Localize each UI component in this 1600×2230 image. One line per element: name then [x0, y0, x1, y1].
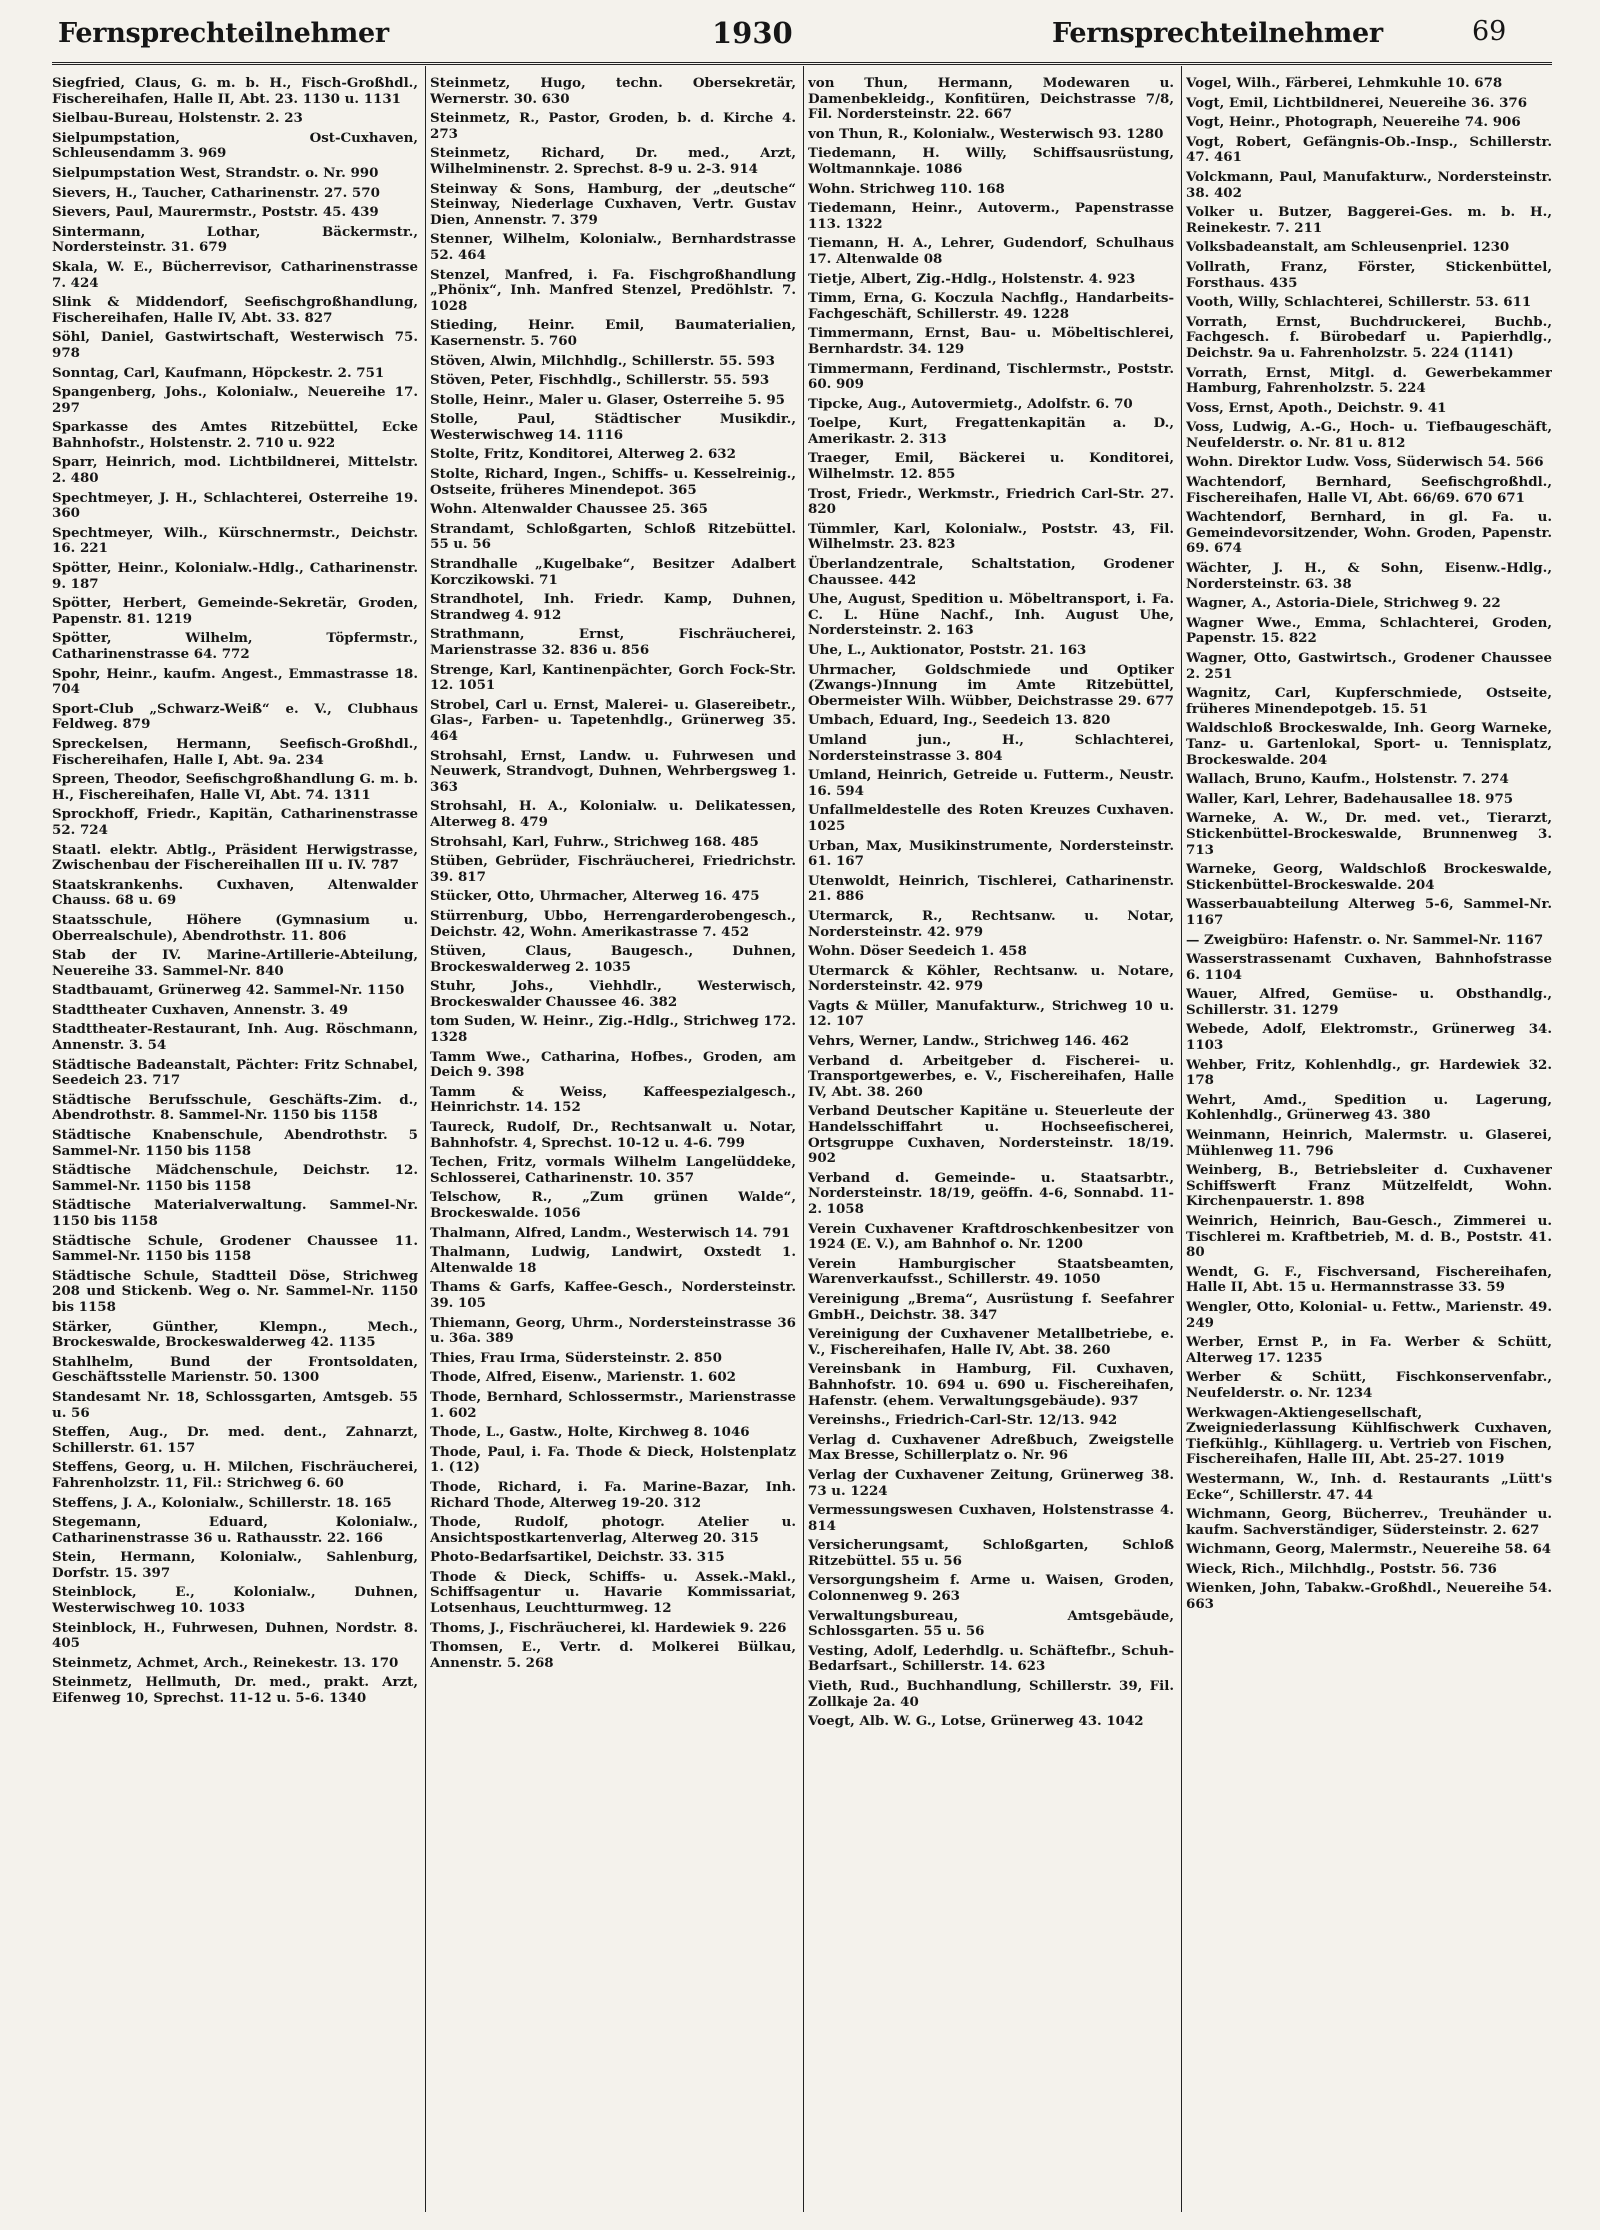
directory-entry: Uhe, August, Spedition u. Möbeltransport, i. Fa. C. L. Hüne Nachf., Inh. August Uhe, Nordersteinstr. 2. 163 [808, 591, 1174, 639]
directory-entry: Stenzel, Manfred, i. Fa. Fischgroßhandlung „Phönix“, Inh. Manfred Stenzel, Predöhlstr. 7. 1028 [430, 266, 796, 314]
directory-entry: Steinmetz, Hugo, techn. Obersekretär, Wernerstr. 30. 630 [430, 76, 796, 107]
listing-column-2 [430, 76, 796, 2212]
directory-entry: Wieck, Rich., Milchhdlg., Poststr. 56. 736 [1186, 1560, 1497, 1577]
directory-entry: Taureck, Rudolf, Dr., Rechtsanwalt u. Notar, Bahnhofstr. 4, Sprechst. 10-12 u. 4-6. 799 [430, 1119, 796, 1151]
directory-entry: Traeger, Emil, Bäckerei u. Konditorei, Wilhelmstr. 12. 855 [808, 450, 1174, 483]
directory-entry: Wichmann, Georg, Malermstr., Neuereihe 58. 64 [1186, 1541, 1552, 1558]
directory-entry: Spohr, Heinr., kaufm. Angest., Emmastrasse 18. 704 [52, 665, 418, 698]
directory-entry: Staatsschule, Höhere (Gymnasium u. Oberrealschule), Abendrothstr. 11. 806 [52, 911, 418, 944]
directory-entry: Volckmann, Paul, Manufakturw., Nordersteinstr. 38. 402 [1186, 168, 1552, 201]
directory-entry: Wienken, John, Tabakw.-Großhdl., Neuereihe 54. 663 [1186, 1580, 1552, 1613]
directory-entry: Thode, Bernhard, Schlossermstr., Marienstrasse 1. 602 [430, 1388, 796, 1421]
directory-entry: Stieding, Heinr. Emil, Baumaterialien, Kasernenstr. 5. 760 [430, 317, 796, 349]
directory-entry: Stolte, Richard, Ingen., Schiffs- u. Kesselreinig., Ostseite, früheres Minendepot. 365 [430, 466, 796, 498]
directory-entry: Sparkasse des Amtes Ritzebüttel, Ecke Bahnhofstr., Holstenstr. 2. 710 u. 922 [52, 419, 418, 451]
directory-entry: Tamm Wwe., Catharina, Hofbes., Groden, am Deich 9. 398 [430, 1048, 796, 1081]
directory-entry: Thode, Richard, i. Fa. Marine-Bazar, Inh. Richard Thode, Alterweg 19-20. 312 [430, 1478, 796, 1511]
directory-entry: Voegt, Alb. W. G., Lotse, Grünerweg 43. 1042 [808, 1713, 1144, 1730]
directory-entry: Stüben, Gebrüder, Fischräucherei, Friedrichstr. 39. 817 [430, 853, 796, 885]
directory-entry: Städtische Knabenschule, Abendrothstr. 5 Sammel-Nr. 1150 bis 1158 [52, 1127, 418, 1159]
directory-entry: Vogel, Wilh., Färberei, Lehmkuhle 10. 678 [1186, 76, 1503, 91]
directory-entry: Thalmann, Ludwig, Landwirt, Oxstedt 1. Altenwalde 18 [430, 1244, 796, 1276]
directory-entry: Thode, Paul, i. Fa. Thode & Dieck, Holstenplatz 1. (12) [430, 1443, 796, 1476]
directory-entry: Steffen, Aug., Dr. med. dent., Zahnarzt, Schillerstr. 61. 157 [52, 1424, 418, 1456]
directory-entry: Timmermann, Ferdinand, Tischlermstr., Poststr. 60. 909 [808, 360, 1174, 393]
directory-entry: Tietje, Albert, Zig.-Hdlg., Holstenstr. 4. 923 [808, 270, 1136, 287]
directory-entry: Thode, L., Gastw., Holte, Kirchweg 8. 1046 [430, 1424, 750, 1441]
page-number: 69 [1472, 16, 1507, 47]
directory-entry: Weinmann, Heinrich, Malermstr. u. Glaserei, Mühlenweg 11. 796 [1186, 1127, 1552, 1159]
directory-entry: Utermarck, R., Rechtsanw. u. Notar, Nordersteinstr. 42. 979 [808, 907, 1174, 940]
directory-entry: Vereinshs., Friedrich-Carl-Str. 12/13. 942 [808, 1412, 1118, 1429]
directory-entry: Vereinigung der Cuxhavener Metallbetriebe, e. V., Fischereihafen, Halle IV, Abt. 38. 260 [808, 1326, 1174, 1358]
directory-entry: Werber, Ernst P., in Fa. Werber & Schütt, Alterweg 17. 1235 [1186, 1334, 1552, 1366]
directory-entry: Uhrmacher, Goldschmiede und Optiker (Zwangs-)Innung im Amte Ritzebüttel, Obermeister Wilh. Wübber, Deichstrasse 29. 677 [808, 661, 1174, 709]
directory-entry: Steinmetz, R., Pastor, Groden, b. d. Kirche 4. 273 [430, 110, 796, 142]
directory-entry: Spreen, Theodor, Seefischgroßhandlung G. m. b. H., Fischereihafen, Halle VI, Abt. 74. 1311 [52, 771, 418, 803]
directory-entry: Umbach, Eduard, Ing., Seedeich 13. 820 [808, 712, 1111, 729]
directory-entry: Vollrath, Franz, Förster, Stickenbüttel, Forsthaus. 435 [1186, 258, 1552, 291]
directory-entry: Sport-Club „Schwarz-Weiß“ e. V., Clubhaus Feldweg. 879 [52, 700, 418, 733]
directory-entry: Versorgungsheim f. Arme u. Waisen, Groden, Colonnenweg 9. 263 [808, 1572, 1174, 1605]
directory-entry: Thode, Rudolf, photogr. Atelier u. Ansichtspostkartenverlag, Alterweg 20. 315 [430, 1514, 796, 1546]
directory-entry: Weinrich, Heinrich, Bau-Gesch., Zimmerei u. Tischlerei m. Kraftbetrieb, M. d. B., Poststr. 41. 80 [1186, 1213, 1552, 1261]
listing-column-4 [1186, 76, 1552, 2212]
directory-entry: Wachtendorf, Bernhard, in gl. Fa. u. Gemeindevorsitzender, Wohn. Groden, Papenstr. 69. 674 [1186, 509, 1552, 557]
directory-entry: Uhe, L., Auktionator, Poststr. 21. 163 [808, 642, 1087, 658]
directory-entry: Siegfried, Claus, G. m. b. H., Fisch-Großhdl., Fischereihafen, Halle II, Abt. 23. 1130 u. 1131 [52, 76, 418, 107]
directory-entry: Wagner, Otto, Gastwirtsch., Grodener Chaussee 2. 251 [1186, 650, 1552, 682]
directory-entry: Verband Deutscher Kapitäne u. Steuerleute der Handelsschiffahrt u. Hochseefischerei, Ortsgruppe Cuxhaven, Nordersteinstr. 18/19. 902 [808, 1103, 1174, 1167]
directory-entry: Wohn. Döser Seedeich 1. 458 [808, 943, 1027, 960]
directory-entry: Sparr, Heinrich, mod. Lichtbildnerei, Mittelstr. 2. 480 [52, 454, 418, 487]
directory-entry: Versicherungsamt, Schloßgarten, Schloß Ritzebüttel. 55 u. 56 [808, 1537, 1174, 1569]
directory-entry: Stolle, Paul, Städtischer Musikdir., Westerwischweg 14. 1116 [430, 411, 796, 443]
directory-entry: von Thun, Hermann, Modewaren u. Damenbekleidg., Konfitüren, Deichstrasse 7/8, Fil. Nordersteinstr. 22. 667 [808, 76, 1174, 123]
header-year: 1930 [712, 16, 793, 50]
directory-entry: Spangenberg, Johs., Kolonialw., Neuereihe 17. 297 [52, 384, 418, 416]
directory-entry: Volksbadeanstalt, am Schleusenpriel. 1230 [1186, 239, 1510, 256]
directory-entry: Slink & Middendorf, Seefischgroßhandlung, Fischereihafen, Halle IV, Abt. 33. 827 [52, 294, 418, 326]
directory-entry: Waldschloß Brockeswalde, Inh. Georg Warneke, Tanz- u. Gartenlokal, Sport- u. Tennisplatz, Brockeswalde. 204 [1186, 720, 1552, 768]
directory-entry: Stenner, Wilhelm, Kolonialw., Bernhardstrasse 52. 464 [430, 231, 796, 263]
directory-entry: Staatl. elektr. Abtlg., Präsident Herwigstrasse, Zwischenbau der Fischereihallen III u. IV. 787 [52, 841, 418, 874]
directory-entry: Überlandzentrale, Schaltstation, Grodener Chaussee. 442 [808, 556, 1174, 588]
directory-entry: Vehrs, Werner, Landw., Strichweg 146. 462 [808, 1033, 1130, 1050]
directory-entry: Wohn. Altenwalder Chaussee 25. 365 [430, 501, 708, 518]
directory-entry: Stahlhelm, Bund der Frontsoldaten, Geschäftsstelle Marienstr. 50. 1300 [52, 1353, 418, 1386]
directory-entry: Thomsen, E., Vertr. d. Molkerei Bülkau, Annenstr. 5. 268 [430, 1639, 796, 1671]
directory-entry: Sielpumpstation, Ost-Cuxhaven, Schleusendamm 3. 969 [52, 129, 418, 162]
directory-entry: Thoms, J., Fischräucherei, kl. Hardewiek 9. 226 [430, 1619, 787, 1636]
directory-entry: Wohn. Direktor Ludw. Voss, Süderwisch 54. 566 [1186, 454, 1544, 471]
directory-entry: Wendt, G. F., Fischversand, Fischereihafen, Halle II, Abt. 15 u. Hermannstrasse 33. 59 [1186, 1263, 1552, 1296]
directory-entry: Stein, Hermann, Kolonialw., Sahlenburg, Dorfstr. 15. 397 [52, 1549, 418, 1581]
directory-entry: Städtische Schule, Stadtteil Döse, Strichweg 208 und Stickenb. Weg o. Nr. Sammel-Nr. 1150 bis 1158 [52, 1267, 418, 1315]
directory-entry: Spechtmeyer, J. H., Schlachterei, Osterreihe 19. 360 [52, 489, 418, 522]
directory-entry: Timmermann, Ernst, Bau- u. Möbeltischlerei, Bernhardstr. 34. 129 [808, 325, 1174, 357]
directory-entry: Thalmann, Alfred, Landm., Westerwisch 14. 791 [430, 1224, 791, 1241]
directory-entry: Söhl, Daniel, Gastwirtschaft, Westerwisch 75. 978 [52, 329, 418, 361]
directory-entry: Wachtendorf, Bernhard, Seefischgroßhdl., Fischereihafen, Halle VI, Abt. 66/69. 670 671 [1186, 474, 1552, 506]
listing-column-3 [808, 76, 1174, 2212]
directory-entry: Strobel, Carl u. Ernst, Malerei- u. Glasereibetr., Glas-, Farben- u. Tapetenhdlg., Grünerweg 35. 464 [430, 696, 796, 744]
directory-entry: Verband d. Gemeinde- u. Staatsarbtr., Nordersteinstr. 18/19, geöffn. 4-6, Sonnabd. 11-2. 1058 [808, 1169, 1174, 1217]
directory-entry: Stücker, Otto, Uhrmacher, Alterweg 16. 475 [430, 888, 760, 905]
directory-entry: Wasserbauabteilung Alterweg 5-6, Sammel-Nr. 1167 [1186, 896, 1552, 928]
directory-entry: Umland jun., H., Schlachterei, Nordersteinstrasse 3. 804 [808, 731, 1174, 764]
directory-entry: Vorrath, Ernst, Mitgl. d. Gewerbekammer Hamburg, Fahrenholzstr. 5. 224 [1186, 364, 1552, 397]
directory-entry: Stolte, Fritz, Konditorei, Alterweg 2. 632 [430, 446, 736, 463]
directory-entry: Thies, Frau Irma, Südersteinstr. 2. 850 [430, 1349, 722, 1366]
directory-entry: Thode & Dieck, Schiffs- u. Assek.-Makl., Schiffsagentur u. Havarie Kommissariat, Lotsenhaus, Leuchtturmweg. 12 [430, 1568, 796, 1617]
directory-entry: Sielbau-Bureau, Holstenstr. 2. 23 [52, 110, 303, 127]
directory-entry: Unfallmeldestelle des Roten Kreuzes Cuxhaven. 1025 [808, 802, 1174, 834]
directory-entry: Wauer, Alfred, Gemüse- u. Obsthandlg., Schillerstr. 31. 1279 [1186, 986, 1552, 1018]
listing-column-1 [52, 76, 418, 2212]
directory-entry: Sievers, H., Taucher, Catharinenstr. 27. 570 [52, 184, 380, 201]
directory-entry: Strandamt, Schloßgarten, Schloß Ritzebüttel. 55 u. 56 [430, 520, 796, 553]
directory-entry: Stadtbauamt, Grünerweg 42. Sammel-Nr. 1150 [52, 982, 405, 999]
directory-entry: Skala, W. E., Bücherrevisor, Catharinenstrasse 7. 424 [52, 258, 418, 291]
directory-entry: Steinmetz, Achmet, Arch., Reinekestr. 13. 170 [52, 1654, 399, 1671]
directory-entry: Spötter, Heinr., Kolonialw.-Hdlg., Catharinenstr. 9. 187 [52, 560, 418, 592]
directory-entry: Vieth, Rud., Buchhandlung, Schillerstr. 39, Fil. Zollkaje 2a. 40 [808, 1678, 1174, 1710]
directory-entry: Vesting, Adolf, Lederhdlg. u. Schäftefbr., Schuh-Bedarfsart., Schillerstr. 14. 623 [808, 1642, 1174, 1675]
directory-entry: Städtische Materialverwaltung. Sammel-Nr. 1150 bis 1158 [52, 1197, 418, 1229]
directory-entry: Photo-Bedarfsartikel, Deichstr. 33. 315 [430, 1549, 725, 1566]
header-left-title: Fernsprechteilnehmer [58, 18, 389, 49]
directory-entry: Steinmetz, Richard, Dr. med., Arzt, Wilhelminenstr. 2. Sprechst. 8-9 u. 2-3. 914 [430, 145, 796, 177]
directory-entry: Thode, Alfred, Eisenw., Marienstr. 1. 602 [430, 1369, 736, 1386]
directory-entry: Steinblock, E., Kolonialw., Duhnen, Westerwischweg 10. 1033 [52, 1584, 418, 1617]
directory-entry: Sprockhoff, Friedr., Kapitän, Catharinenstrasse 52. 724 [52, 806, 418, 838]
directory-entry: Strandhalle „Kugelbake“, Besitzer Adalbert Korczikowski. 71 [430, 556, 796, 588]
directory-entry: Verwaltungsbureau, Amtsgebäude, Schlossgarten. 55 u. 56 [808, 1607, 1174, 1640]
directory-entry: Steinblock, H., Fuhrwesen, Duhnen, Nordstr. 8. 405 [52, 1619, 418, 1652]
directory-entry: Stadttheater Cuxhaven, Annenstr. 3. 49 [52, 1001, 349, 1018]
directory-entry: Vogt, Robert, Gefängnis-Ob.-Insp., Schillerstr. 47. 461 [1186, 133, 1552, 166]
directory-entry: Toelpe, Kurt, Fregattenkapitän a. D., Amerikastr. 2. 313 [808, 415, 1174, 447]
directory-entry: Strohsahl, Ernst, Landw. u. Fuhrwesen und Neuwerk, Strandvogt, Duhnen, Wehrbergsweg 1. 363 [430, 747, 796, 795]
directory-entry: Stürrenburg, Ubbo, Herrengarderobengesch., Deichstr. 42, Wohn. Amerikastrasse 7. 452 [430, 907, 796, 940]
listing-columns [52, 76, 1552, 2212]
directory-entry: Werkwagen-Aktiengesellschaft, Zweigniederlassung Kühlfischwerk Cuxhaven, Tiefkühlg., Kühllagerg. u. Vertrieb von Fischen, Fischereihafen, Halle III, Abt. 25-27. 1019 [1186, 1404, 1552, 1468]
directory-entry: Westermann, W., Inh. d. Restaurants „Lütt's Ecke“, Schillerstr. 47. 44 [1186, 1470, 1552, 1503]
directory-entry: Webede, Adolf, Elektromstr., Grünerweg 34. 1103 [1186, 1021, 1552, 1054]
directory-entry: Strandhotel, Inh. Friedr. Kamp, Duhnen, Strandweg 4. 912 [430, 591, 796, 623]
directory-entry: Weinberg, B., Betriebsleiter d. Cuxhavener Schiffswerft Franz Mützelfeldt, Wohn. Kirchenpauerstr. 1. 898 [1186, 1162, 1552, 1210]
directory-entry: Steinway & Sons, Hamburg, der „deutsche“ Steinway, Niederlage Cuxhaven, Vertr. Gustav Dien, Annenstr. 7. 379 [430, 180, 796, 228]
directory-entry: Verein Cuxhavener Kraftdroschkenbesitzer von 1924 (E. V.), am Bahnhof o. Nr. 1200 [808, 1220, 1174, 1253]
directory-entry: Vereinsbank in Hamburg, Fil. Cuxhaven, Bahnhofstr. 10. 694 u. 690 u. Fischereihafen, Hafenstr. (ehem. Verwaltungsgebäude). 937 [808, 1361, 1174, 1409]
directory-entry: Steffens, J. A., Kolonialw., Schillerstr. 18. 165 [52, 1494, 392, 1511]
directory-entry: Stärker, Günther, Klempn., Mech., Brockeswalde, Brockeswalderweg 42. 1135 [52, 1318, 418, 1351]
directory-entry: — Zweigbüro: Hafenstr. o. Nr. Sammel-Nr. 1167 [1186, 931, 1544, 948]
directory-entry: Telschow, R., „Zum grünen Walde“, Brockeswalde. 1056 [430, 1189, 796, 1221]
directory-entry: Warneke, Georg, Waldschloß Brockeswalde, Stickenbüttel-Brockeswalde. 204 [1186, 861, 1552, 893]
directory-entry: Stegemann, Eduard, Kolonialw., Catharinenstrasse 36 u. Rathausstr. 22. 166 [52, 1514, 418, 1546]
directory-entry: Wohn. Strichweg 110. 168 [808, 180, 1005, 197]
directory-entry: Vorrath, Ernst, Buchdruckerei, Buchb., Fachgesch. f. Bürobedarf u. Papierhdlg., Deichstr. 9a u. Fahrenholzstr. 5. 224 (1141) [1186, 313, 1552, 361]
directory-entry: Wallach, Bruno, Kaufm., Holstenstr. 7. 274 [1186, 771, 1509, 788]
header-right-title: Fernsprechteilnehmer [1052, 18, 1383, 49]
directory-entry: Volker u. Butzer, Baggerei-Ges. m. b. H., Reinekestr. 7. 211 [1186, 204, 1552, 236]
directory-entry: Stüven, Claus, Baugesch., Duhnen, Brockeswalderweg 2. 1035 [430, 943, 796, 975]
directory-entry: Sievers, Paul, Maurermstr., Poststr. 45. 439 [52, 204, 379, 221]
directory-entry: Städtische Berufsschule, Geschäfts-Zim. d., Abendrothstr. 8. Sammel-Nr. 1150 bis 1158 [52, 1091, 418, 1124]
directory-entry: Stuhr, Johs., Viehhdlr., Westerwisch, Brockeswalder Chaussee 46. 382 [430, 978, 796, 1010]
directory-entry: Strohsahl, H. A., Kolonialw. u. Delikatessen, Alterweg 8. 479 [430, 798, 796, 830]
directory-entry: Vagts & Müller, Manufakturw., Strichweg 10 u. 12. 107 [808, 997, 1174, 1030]
directory-entry: Spreckelsen, Hermann, Seefisch-Großhdl., Fischereihafen, Halle I, Abt. 9a. 234 [52, 735, 418, 768]
directory-entry: Wehrt, Amd., Spedition u. Lagerung, Kohlenhdlg., Grünerweg 43. 380 [1186, 1091, 1552, 1124]
directory-entry: Spötter, Wilhelm, Töpfermstr., Catharinenstrasse 64. 772 [52, 630, 418, 662]
directory-entry: Verein Hamburgischer Staatsbeamten, Warenverkaufsst., Schillerstr. 49. 1050 [808, 1255, 1174, 1288]
directory-entry: Tiedemann, Heinr., Autoverm., Papenstrasse 113. 1322 [808, 200, 1174, 232]
directory-entry: Staatskrankenhs. Cuxhaven, Altenwalder Chauss. 68 u. 69 [52, 876, 418, 909]
directory-entry: Städtische Mädchenschule, Deichstr. 12. Sammel-Nr. 1150 bis 1158 [52, 1162, 418, 1194]
directory-entry: Vogt, Emil, Lichtbildnerei, Neuereihe 36. 376 [1186, 94, 1528, 111]
directory-entry: Wengler, Otto, Kolonial- u. Fettw., Marienstr. 49. 249 [1186, 1298, 1552, 1331]
directory-entry: Wehber, Fritz, Kohlenhdlg., gr. Hardewiek 32. 178 [1186, 1056, 1552, 1089]
directory-entry: Spötter, Herbert, Gemeinde-Sekretär, Groden, Papenstr. 81. 1219 [52, 595, 418, 627]
directory-entry: Wichmann, Georg, Bücherrev., Treuhänder u. kaufm. Sachverständiger, Südersteinstr. 2. 627 [1186, 1506, 1552, 1538]
directory-entry: Thams & Garfs, Kaffee-Gesch., Nordersteinstr. 39. 105 [430, 1279, 796, 1311]
directory-entry: Städtische Schule, Grodener Chaussee 11. Sammel-Nr. 1150 bis 1158 [52, 1232, 418, 1265]
directory-entry: Thiemann, Georg, Uhrm., Nordersteinstrasse 36 u. 36a. 389 [430, 1314, 796, 1347]
directory-entry: Umland, Heinrich, Getreide u. Futterm., Neustr. 16. 594 [808, 767, 1174, 799]
directory-entry: Sintermann, Lothar, Bäckermstr., Nordersteinstr. 31. 679 [52, 223, 418, 256]
directory-entry: Stolle, Heinr., Maler u. Glaser, Osterreihe 5. 95 [430, 391, 785, 408]
directory-entry: Wagner Wwe., Emma, Schlachterei, Groden, Papenstr. 15. 822 [1186, 614, 1552, 647]
directory-entry: Vooth, Willy, Schlachterei, Schillerstr. 53. 611 [1186, 294, 1532, 311]
directory-entry: Urban, Max, Musikinstrumente, Nordersteinstr. 61. 167 [808, 837, 1174, 870]
directory-entry: Warneke, A. W., Dr. med. vet., Tierarzt, Stickenbüttel-Brockeswalde, Brunnenweg 3. 713 [1186, 810, 1552, 858]
directory-entry: Voss, Ludwig, A.-G., Hoch- u. Tiefbaugeschäft, Neufelderstr. o. Nr. 81 u. 812 [1186, 419, 1552, 451]
directory-entry: Verlag d. Cuxhavener Adreßbuch, Zweigstelle Max Bresse, Schillerplatz o. Nr. 96 [808, 1431, 1174, 1464]
directory-entry: tom Suden, W. Heinr., Zig.-Hdlg., Strichweg 172. 1328 [430, 1013, 796, 1046]
directory-entry: Wagnitz, Carl, Kupferschmiede, Ostseite, früheres Minendepotgeb. 15. 51 [1186, 685, 1552, 717]
directory-entry: Tümmler, Karl, Kolonialw., Poststr. 43, Fil. Wilhelmstr. 23. 823 [808, 520, 1174, 553]
directory-entry: Tiedemann, H. Willy, Schiffsausrüstung, Woltmannkaje. 1086 [808, 145, 1174, 177]
directory-entry: Stab der IV. Marine-Artillerie-Abteilung, Neuereihe 33. Sammel-Nr. 840 [52, 947, 418, 979]
directory-entry: Voss, Ernst, Apoth., Deichstr. 9. 41 [1186, 399, 1447, 416]
directory-entry: Sonntag, Carl, Kaufmann, Höpckestr. 2. 751 [52, 364, 385, 381]
page-header [52, 12, 1552, 56]
directory-entry: Städtische Badeanstalt, Pächter: Fritz Schnabel, Seedeich 23. 717 [52, 1056, 418, 1089]
directory-entry: von Thun, R., Kolonialw., Westerwisch 93. 1280 [808, 125, 1164, 142]
directory-entry: Wasserstrassenamt Cuxhaven, Bahnhofstrasse 6. 1104 [1186, 951, 1552, 983]
directory-entry: Vogt, Heinr., Photograph, Neuereihe 74. 906 [1186, 114, 1521, 131]
directory-entry: Tipcke, Aug., Autovermietg., Adolfstr. 6. 70 [808, 395, 1133, 412]
directory-entry: Wagner, A., Astoria-Diele, Strichweg 9. 22 [1186, 595, 1501, 612]
directory-entry: Spechtmeyer, Wilh., Kürschnermstr., Deichstr. 16. 221 [52, 524, 418, 557]
directory-entry: Tiemann, H. A., Lehrer, Gudendorf, Schulhaus 17. Altenwalde 08 [808, 235, 1174, 267]
header-rule [52, 62, 1552, 65]
directory-entry: Utermarck & Köhler, Rechtsanw. u. Notare, Nordersteinstr. 42. 979 [808, 962, 1174, 995]
directory-entry: Trost, Friedr., Werkmstr., Friedrich Carl-Str. 27. 820 [808, 485, 1174, 518]
directory-entry: Utenwoldt, Heinrich, Tischlerei, Catharinenstr. 21. 886 [808, 872, 1174, 905]
directory-entry: Stöven, Peter, Fischhdlg., Schillerstr. 55. 593 [430, 372, 770, 389]
directory-entry: Standesamt Nr. 18, Schlossgarten, Amtsgeb. 55 u. 56 [52, 1388, 418, 1421]
directory-entry: Steinmetz, Hellmuth, Dr. med., prakt. Arzt, Eifenweg 10, Sprechst. 11-12 u. 5-6. 1340 [52, 1674, 418, 1707]
directory-entry: Strohsahl, Karl, Fuhrw., Strichweg 168. 485 [430, 833, 759, 850]
directory-entry: Waller, Karl, Lehrer, Badehausallee 18. 975 [1186, 790, 1514, 807]
directory-entry: Strenge, Karl, Kantinenpächter, Gorch Fock-Str. 12. 1051 [430, 661, 796, 694]
directory-entry: Verlag der Cuxhavener Zeitung, Grünerweg 38. 73 u. 1224 [808, 1466, 1174, 1499]
directory-entry: Stöven, Alwin, Milchhdlg., Schillerstr. 55. 593 [430, 352, 775, 369]
directory-entry: Wächter, J. H., & Sohn, Eisenw.-Hdlg., Nordersteinstr. 63. 38 [1186, 560, 1552, 592]
directory-entry: Stadttheater-Restaurant, Inh. Aug. Röschmann, Annenstr. 3. 54 [52, 1021, 418, 1054]
directory-entry: Techen, Fritz, vormals Wilhelm Langelüddeke, Schlosserei, Catharinenstr. 10. 357 [430, 1154, 796, 1186]
directory-entry: Strathmann, Ernst, Fischräucherei, Marienstrasse 32. 836 u. 856 [430, 626, 796, 658]
directory-entry: Timm, Erna, G. Koczula Nachflg., Handarbeits-Fachgeschäft, Schillerstr. 49. 1228 [808, 290, 1174, 322]
directory-entry: Sielpumpstation West, Strandstr. o. Nr. 990 [52, 164, 379, 181]
directory-entry: Steffens, Georg, u. H. Milchen, Fischräucherei, Fahrenholzstr. 11, Fil.: Strichweg 6. 60 [52, 1459, 418, 1491]
directory-entry: Werber & Schütt, Fischkonservenfabr., Neufelderstr. o. Nr. 1234 [1186, 1369, 1552, 1401]
directory-entry: Vermessungswesen Cuxhaven, Holstenstrasse 4. 814 [808, 1502, 1174, 1534]
directory-entry: Vereinigung „Brema“, Ausrüstung f. Seefahrer GmbH., Deichstr. 38. 347 [808, 1290, 1174, 1323]
directory-entry: Tamm & Weiss, Kaffeespezialgesch., Heinrichstr. 14. 152 [430, 1083, 796, 1116]
directory-entry: Verband d. Arbeitgeber d. Fischerei- u. Transportgewerbes, e. V., Fischereihafen, Halle IV, Abt. 38. 260 [808, 1052, 1174, 1100]
